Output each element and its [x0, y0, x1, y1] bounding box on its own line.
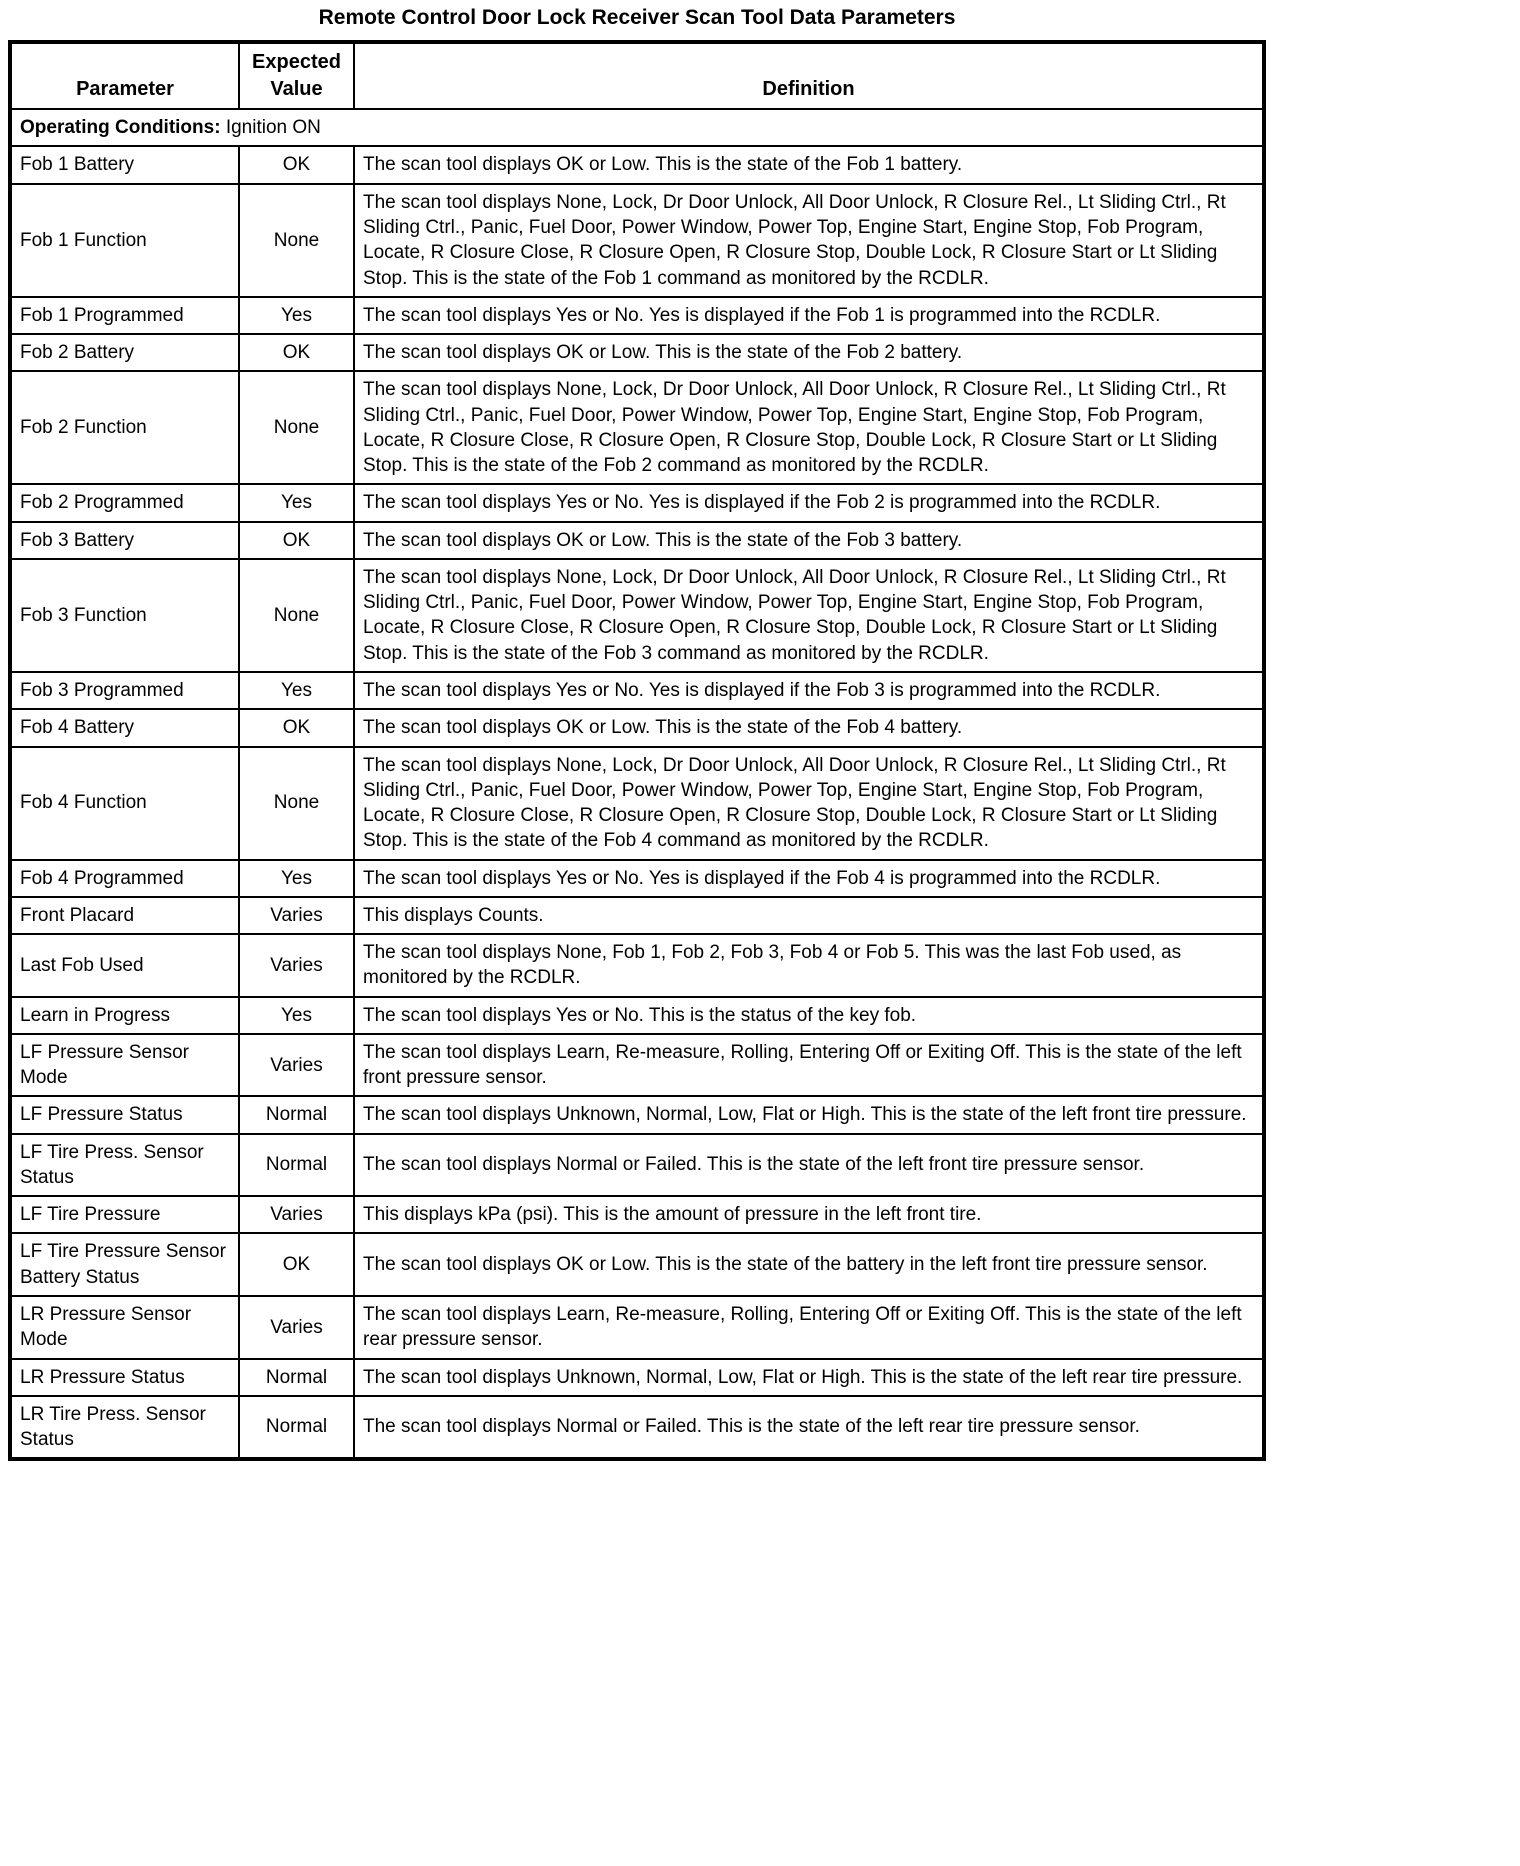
definition-cell: The scan tool displays None, Lock, Dr Door Unlock, All Door Unlock, R Closure Rel., Lt Sliding Ctrl., Rt Sliding Ctrl., Panic, Fuel Door, Power Window, Power Top, Engine Start, Engine Stop, Fob Program, Locate, R Closure Close, R Closure Open, R Closure Stop, Double Lock, R Closure Start or Lt Sliding Stop. This is the state of the Fob 2 command as monitored by the RCDLR. — [354, 371, 1264, 484]
table-row — [10, 371, 1264, 484]
definition-cell: The scan tool displays Yes or No. Yes is displayed if the Fob 4 is programmed into the RCDLR. — [354, 860, 1264, 897]
expected-value-cell: Yes — [239, 672, 354, 709]
page-title: Remote Control Door Lock Receiver Scan Tool Data Parameters — [318, 6, 956, 29]
definition-cell: The scan tool displays None, Lock, Dr Door Unlock, All Door Unlock, R Closure Rel., Lt Sliding Ctrl., Rt Sliding Ctrl., Panic, Fuel Door, Power Window, Power Top, Engine Start, Engine Stop, Fob Program, Locate, R Closure Close, R Closure Open, R Closure Stop, Double Lock, R Closure Start or Lt Sliding Stop. This is the state of the Fob 3 command as monitored by the RCDLR. — [354, 559, 1264, 672]
expected-value-cell: Varies — [239, 1196, 354, 1233]
parameter-cell: Fob 3 Battery — [10, 522, 239, 559]
definition-cell: The scan tool displays OK or Low. This is the state of the Fob 3 battery. — [354, 522, 1264, 559]
definition-cell: The scan tool displays OK or Low. This is the state of the Fob 1 battery. — [354, 146, 1264, 183]
parameter-cell: Fob 4 Programmed — [10, 860, 239, 897]
document-page — [8, 6, 1266, 1461]
table-row — [10, 997, 1264, 1034]
parameter-cell: Fob 4 Function — [10, 747, 239, 860]
definition-cell: The scan tool displays OK or Low. This is the state of the battery in the left front tire pressure sensor. — [354, 1233, 1264, 1296]
parameter-cell: Fob 1 Programmed — [10, 297, 239, 334]
header-row — [10, 42, 1264, 109]
definition-cell: The scan tool displays Yes or No. Yes is displayed if the Fob 2 is programmed into the RCDLR. — [354, 484, 1264, 521]
parameter-cell: LR Tire Press. Sensor Status — [10, 1396, 239, 1460]
table-row — [10, 1296, 1264, 1359]
definition-cell: The scan tool displays Yes or No. Yes is displayed if the Fob 1 is programmed into the RCDLR. — [354, 297, 1264, 334]
expected-value-cell: None — [239, 184, 354, 297]
parameter-cell: Fob 4 Battery — [10, 709, 239, 746]
table-row — [10, 1396, 1264, 1460]
definition-cell: The scan tool displays Unknown, Normal, Low, Flat or High. This is the state of the left front tire pressure. — [354, 1096, 1264, 1133]
operating-conditions-row — [10, 109, 1264, 146]
parameter-cell: Fob 3 Programmed — [10, 672, 239, 709]
expected-value-cell: Varies — [239, 1034, 354, 1097]
header-expected-value: Expected Value — [239, 42, 354, 109]
expected-value-cell: Normal — [239, 1396, 354, 1460]
expected-value-cell: None — [239, 559, 354, 672]
parameter-cell: Fob 1 Function — [10, 184, 239, 297]
table-row — [10, 1196, 1264, 1233]
table-row — [10, 559, 1264, 672]
expected-value-cell: OK — [239, 709, 354, 746]
expected-value-cell: Normal — [239, 1134, 354, 1197]
definition-cell: The scan tool displays Learn, Re-measure, Rolling, Entering Off or Exiting Off. This is the state of the left front pressure sensor. — [354, 1034, 1264, 1097]
expected-value-cell: Yes — [239, 484, 354, 521]
definition-cell: The scan tool displays None, Fob 1, Fob 2, Fob 3, Fob 4 or Fob 5. This was the last Fob used, as monitored by the RCDLR. — [354, 934, 1264, 997]
parameter-cell: LF Pressure Status — [10, 1096, 239, 1133]
parameter-cell: LR Pressure Status — [10, 1359, 239, 1396]
parameter-cell: Fob 2 Battery — [10, 334, 239, 371]
operating-conditions-cell — [10, 109, 1264, 146]
expected-value-cell: OK — [239, 522, 354, 559]
definition-cell: The scan tool displays Yes or No. This is the status of the key fob. — [354, 997, 1264, 1034]
table-row — [10, 1096, 1264, 1133]
table-row — [10, 1134, 1264, 1197]
table-row — [10, 934, 1264, 997]
expected-value-cell: Normal — [239, 1359, 354, 1396]
table-row — [10, 1359, 1264, 1396]
parameter-cell: LR Pressure Sensor Mode — [10, 1296, 239, 1359]
table-row — [10, 709, 1264, 746]
expected-value-cell: Yes — [239, 860, 354, 897]
parameter-cell: Fob 1 Battery — [10, 146, 239, 183]
definition-cell: The scan tool displays OK or Low. This is the state of the Fob 4 battery. — [354, 709, 1264, 746]
scan-tool-data-table — [8, 40, 1266, 1461]
table-row — [10, 672, 1264, 709]
expected-value-cell: None — [239, 371, 354, 484]
table-row — [10, 1233, 1264, 1296]
header-definition: Definition — [354, 42, 1264, 109]
expected-value-cell: Normal — [239, 1096, 354, 1133]
definition-cell: The scan tool displays Unknown, Normal, Low, Flat or High. This is the state of the left rear tire pressure. — [354, 1359, 1264, 1396]
table-row — [10, 747, 1264, 860]
parameter-cell: Fob 2 Programmed — [10, 484, 239, 521]
expected-value-cell: Yes — [239, 297, 354, 334]
definition-cell: The scan tool displays None, Lock, Dr Door Unlock, All Door Unlock, R Closure Rel., Lt Sliding Ctrl., Rt Sliding Ctrl., Panic, Fuel Door, Power Window, Power Top, Engine Start, Engine Stop, Fob Program, Locate, R Closure Close, R Closure Open, R Closure Stop, Double Lock, R Closure Start or Lt Sliding Stop. This is the state of the Fob 4 command as monitored by the RCDLR. — [354, 747, 1264, 860]
expected-value-cell: Yes — [239, 997, 354, 1034]
definition-cell: This displays kPa (psi). This is the amount of pressure in the left front tire. — [354, 1196, 1264, 1233]
table-body — [10, 109, 1264, 1459]
table-row — [10, 1034, 1264, 1097]
table-row — [10, 484, 1264, 521]
table-row — [10, 297, 1264, 334]
definition-cell: The scan tool displays Learn, Re-measure, Rolling, Entering Off or Exiting Off. This is the state of the left rear pressure sensor. — [354, 1296, 1264, 1359]
expected-value-cell: OK — [239, 334, 354, 371]
parameter-cell: Front Placard — [10, 897, 239, 934]
definition-cell: The scan tool displays Yes or No. Yes is displayed if the Fob 3 is programmed into the RCDLR. — [354, 672, 1264, 709]
parameter-cell: Learn in Progress — [10, 997, 239, 1034]
expected-value-cell: OK — [239, 1233, 354, 1296]
table-row — [10, 860, 1264, 897]
header-parameter: Parameter — [10, 42, 239, 109]
definition-cell: The scan tool displays Normal or Failed. This is the state of the left front tire pressure sensor. — [354, 1134, 1264, 1197]
parameter-cell: Fob 3 Function — [10, 559, 239, 672]
parameter-cell: Fob 2 Function — [10, 371, 239, 484]
definition-cell: The scan tool displays Normal or Failed. This is the state of the left rear tire pressure sensor. — [354, 1396, 1264, 1460]
expected-value-cell: OK — [239, 146, 354, 183]
parameter-cell: LF Pressure Sensor Mode — [10, 1034, 239, 1097]
expected-value-cell: None — [239, 747, 354, 860]
table-row — [10, 184, 1264, 297]
definition-cell: This displays Counts. — [354, 897, 1264, 934]
table-row — [10, 334, 1264, 371]
table-row — [10, 146, 1264, 183]
definition-cell: The scan tool displays OK or Low. This is the state of the Fob 2 battery. — [354, 334, 1264, 371]
expected-value-cell: Varies — [239, 934, 354, 997]
parameter-cell: LF Tire Pressure — [10, 1196, 239, 1233]
parameter-cell: LF Tire Press. Sensor Status — [10, 1134, 239, 1197]
operating-conditions-value: Ignition ON — [225, 117, 321, 139]
operating-conditions-label: Operating Conditions: — [20, 117, 221, 139]
expected-value-cell: Varies — [239, 897, 354, 934]
expected-value-cell: Varies — [239, 1296, 354, 1359]
definition-cell: The scan tool displays None, Lock, Dr Door Unlock, All Door Unlock, R Closure Rel., Lt Sliding Ctrl., Rt Sliding Ctrl., Panic, Fuel Door, Power Window, Power Top, Engine Start, Engine Stop, Fob Program, Locate, R Closure Close, R Closure Open, R Closure Stop, Double Lock, R Closure Start or Lt Sliding Stop. This is the state of the Fob 1 command as monitored by the RCDLR. — [354, 184, 1264, 297]
parameter-cell: LF Tire Pressure Sensor Battery Status — [10, 1233, 239, 1296]
table-row — [10, 897, 1264, 934]
table-row — [10, 522, 1264, 559]
parameter-cell: Last Fob Used — [10, 934, 239, 997]
